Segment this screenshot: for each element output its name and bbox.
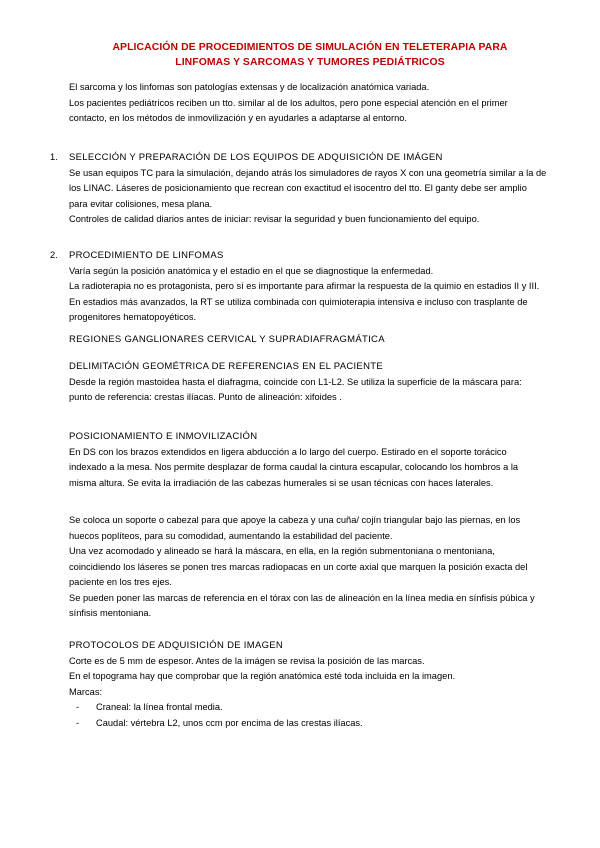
section-1-heading: SELECCIÓN Y PREPARACIÓN DE LOS EQUIPOS DE ADQUISICIÓN DE IMÁGEN — [69, 152, 443, 163]
protocolos-paragraph-2: En el topograma hay que comprobar que la región anatómica esté toda incluida en la imagen. — [69, 671, 456, 681]
title-line-1: APLICACIÓN DE PROCEDIMIENTOS DE SIMULACIÓN EN TELETERAPIA PARA — [112, 42, 508, 53]
list-bullet: - — [76, 702, 80, 712]
delimitacion-paragraph: Desde la región mastoidea hasta el diafragma, coincide con L1-L2. Se utiliza la superficie de la máscara para: punto de referencia: crestas ilíacas. Punto de alineación: xifoides . — [69, 376, 522, 402]
section-2-heading: PROCEDIMIENTO DE LINFOMAS — [69, 250, 224, 261]
section-1-paragraph-1: Se usan equipos TC para la simulación, dejando atrás los simuladores de rayos X con una geometría similar a la de los LINAC. Láseres de posicionamiento que recrean con exactitud el isocentro del tto. El ganty debe ser amplio para evitar colisiones, mesa plana. — [69, 167, 547, 209]
document-title — [60, 40, 560, 70]
section-1-number: 1. — [50, 152, 58, 162]
posicionamiento-continued — [69, 513, 547, 622]
regiones-subheading-block — [69, 332, 547, 348]
list-item — [76, 700, 546, 716]
posicionamiento-paragraph-4: Se pueden poner las marcas de referencia en el tórax con las de alineación en la línea media en sínfisis púbica y sínfisis mentoniana. — [69, 592, 535, 618]
section-1-paragraph-2: Controles de calidad diarios antes de iniciar: revisar la seguridad y buen funcionamiento del equipo. — [69, 214, 480, 224]
intro-paragraph-2: Los pacientes pediátricos reciben un tto. similar al de los adultos, pero pone especial atención en el primer contacto, en los métodos de inmovilización y en ayudarles a adaptarse al entorno. — [69, 97, 508, 123]
section-2 — [69, 248, 547, 326]
protocolos-section — [69, 638, 547, 700]
protocolos-heading: PROTOCOLOS DE ADQUISICIÓN DE IMAGEN — [69, 640, 284, 651]
list-item — [76, 716, 546, 732]
posicionamiento-paragraph-3: Una vez acomodado y alineado se hará la máscara, en ella, en la región submentoniana o mentoniana, coincidiendo los láseres se ponen tres marcas radiopacas en un corte axial que marquen la posición exacta del paciente en los tres ejes. — [69, 546, 528, 587]
delimitacion-section — [69, 359, 547, 406]
title-line-2: LINFOMAS Y SARCOMAS Y TUMORES PEDIÁTRICOS — [175, 57, 445, 68]
posicionamiento-paragraph-1: En DS con los brazos extendidos en ligera abducción a lo largo del cuerpo. Estirado en el soporte torácico indexado a la mesa. Nos permite desplazar de forma caudal la cintura escapular, colocando los hombros a la misma altura. Se evita la irradiación de las cabezas humerales si se usan técnicas con haces laterales. — [69, 446, 519, 488]
list-item-text: Craneal: la línea frontal media. — [96, 702, 223, 712]
protocolos-marcas-label: Marcas: — [69, 686, 103, 697]
regiones-subheading: REGIONES GANGLIONARES CERVICAL Y SUPRADIAFRAGMÁTICA — [69, 334, 385, 345]
posicionamiento-heading: POSICIONAMIENTO E INMOVILIZACIÓN — [69, 431, 258, 442]
list-item-text: Caudal: vértebra L2, unos ccm por encima de las crestas ilíacas. — [96, 717, 363, 728]
section-2-paragraph-1: Varía según la posición anatómica y el estadio en el que se diagnostique la enfermedad. — [69, 265, 434, 276]
marcas-list — [76, 700, 546, 731]
section-1 — [69, 150, 547, 228]
posicionamiento-paragraph-2: Se coloca un soporte o cabezal para que apoye la cabeza y una cuña/ cojín triangular bajo las piernas, en los huecos poplíteos, para su comodidad, aumentando la estabilidad del paciente. — [69, 515, 521, 541]
intro-block — [69, 80, 547, 127]
delimitacion-heading: DELIMITACIÓN GEOMÉTRICA DE REFERENCIAS EN EL PACIENTE — [69, 361, 383, 372]
protocolos-paragraph-1: Corte es de 5 mm de espesor. Antes de la imágen se revisa la posición de las marcas. — [69, 655, 425, 666]
section-2-paragraph-2: La radioterapia no es protagonista, pero sí es importante para afirmar la respuesta de la quimio en estadios II y III. En estadios más avanzados, la RT se utiliza combinada con quimioterapia intensiva e incluso con trasplante de progenitores hematopoyéticos. — [69, 281, 540, 322]
posicionamiento-section — [69, 429, 547, 491]
intro-paragraph-1: El sarcoma y los linfomas son patologías extensas y de localización anatómica variada. — [69, 82, 430, 92]
list-bullet: - — [76, 717, 80, 728]
section-2-number: 2. — [50, 250, 58, 260]
